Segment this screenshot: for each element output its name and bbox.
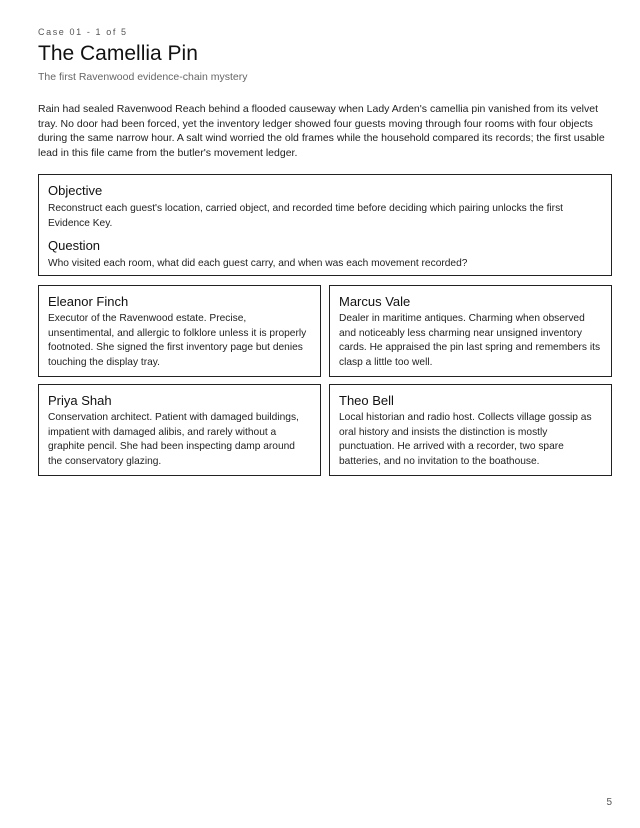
- suspect-card-marcus-vale: [329, 285, 612, 377]
- suspect-description: Executor of the Ravenwood estate. Precise, unsentimental, and allergic to folklore unless it is properly footnoted. She signed the first inventory page but denies touching the display tray.: [48, 313, 307, 368]
- objective-box: [38, 174, 612, 276]
- objective-heading: Objective: [48, 183, 103, 198]
- suspect-card-theo-bell: [329, 384, 612, 476]
- question-text: Who visited each room, what did each guest carry, and when was each movement recorded?: [48, 258, 468, 269]
- question-heading: Question: [48, 238, 101, 253]
- suspect-name: Priya Shah: [48, 393, 112, 408]
- case-label: Case 01 - 1 of 5: [38, 27, 128, 37]
- suspect-name: Theo Bell: [339, 393, 394, 408]
- suspect-card-eleanor-finch: [38, 285, 321, 377]
- page-subtitle: The first Ravenwood evidence-chain mystery: [38, 71, 248, 83]
- page-number: 5: [606, 797, 612, 808]
- intro-paragraph: Rain had sealed Ravenwood Reach behind a flooded causeway when Lady Arden's camellia pin vanished from its velvet tray. No door had been forced, yet the inventory ledger showed four guests moving through four rooms with four objects during the same narrow hour. A salt wind worried the old frames while the household compared its records; the first usable lead in this file came from the butler's movement ledger.: [38, 103, 605, 159]
- suspect-card-priya-shah: [38, 384, 321, 476]
- objective-text: Reconstruct each guest's location, carried object, and recorded time before deciding which pairing unlocks the first Evidence Key.: [48, 203, 563, 229]
- suspect-description: Local historian and radio host. Collects village gossip as oral history and insists the distinction is mostly punctuation. He arrived with a recorder, two spare batteries, and no invitation to the boathouse.: [339, 412, 592, 467]
- suspect-description: Conservation architect. Patient with damaged buildings, impatient with damaged alibis, and rarely without a graphite pencil. She had been inspecting damp around the conservatory glazing.: [48, 412, 299, 467]
- page-title: The Camellia Pin: [38, 42, 198, 65]
- suspect-description: Dealer in maritime antiques. Charming when observed and noticeably less charming near unsigned inventory cards. He appraised the pin last spring and remembers its clasp a little too well.: [339, 313, 601, 368]
- suspect-name: Eleanor Finch: [48, 294, 129, 309]
- suspect-name: Marcus Vale: [339, 294, 411, 309]
